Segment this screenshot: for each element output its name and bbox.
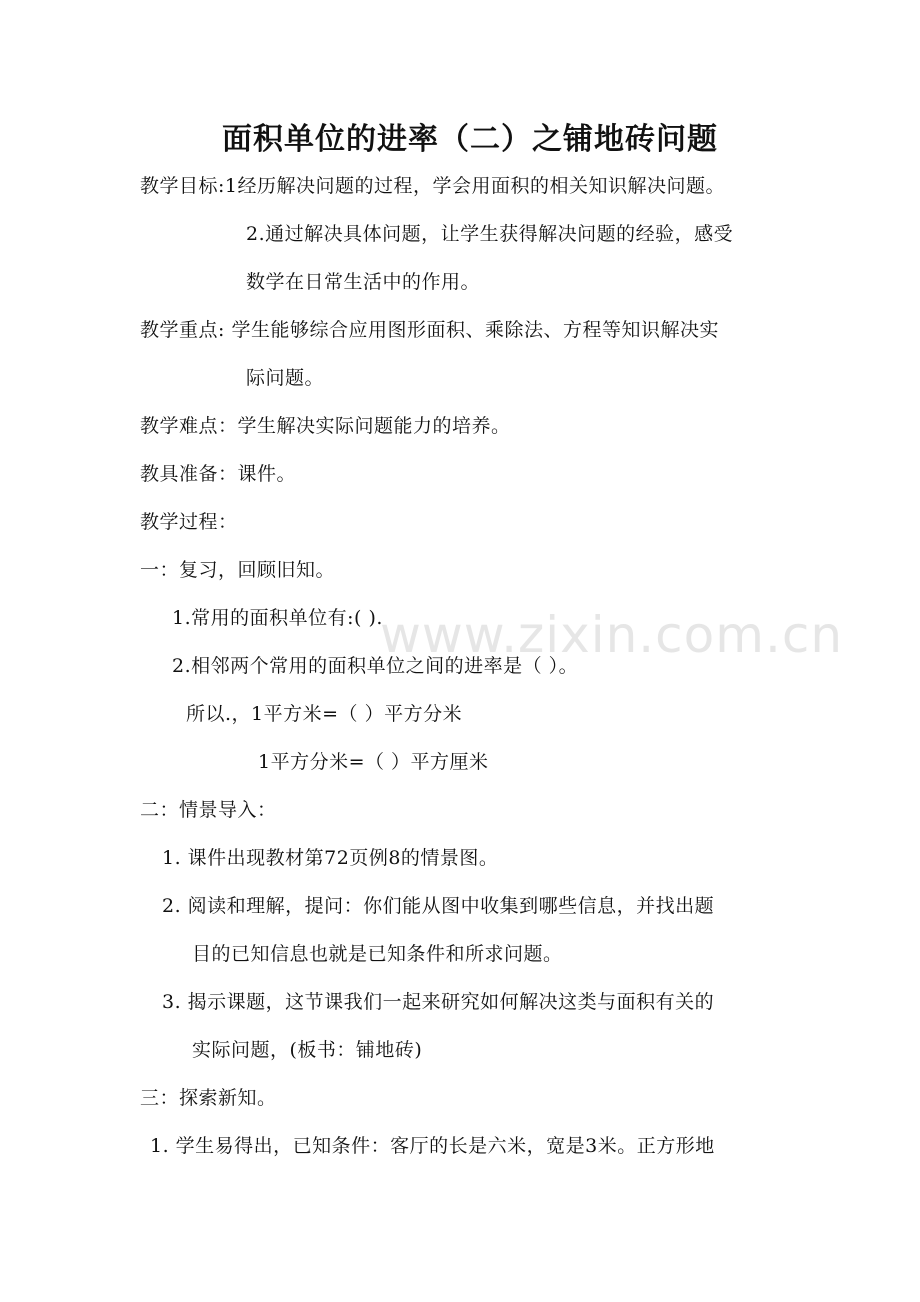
teaching-goal-line-2: 2.通过解决具体问题，让学生获得解决问题的经验，感受 [246,223,734,245]
key-point-line-2: 际问题。 [246,367,325,389]
tools-line: 教具准备：课件。 [140,463,297,485]
process-heading: 教学过程： [140,511,238,533]
section-1-question-3: 所以.，1平方米=（ ）平方分米 [186,703,463,725]
section-3-heading: 三：探索新知。 [140,1087,277,1109]
section-2-item-1: 1. 课件出现教材第72页例8的情景图。 [162,847,499,869]
section-1-question-2: 2.相邻两个常用的面积单位之间的进率是（ ）。 [172,655,579,677]
section-2-item-3-line-2: 实际问题，(板书：铺地砖) [192,1039,423,1061]
section-2-heading: 二：情景导入： [140,799,277,821]
watermark: www.zixin.com.cn [380,606,844,664]
teaching-goal-line-3: 数学在日常生活中的作用。 [246,271,481,293]
section-1-question-1: 1.常用的面积单位有:( ). [172,607,383,629]
section-2-item-2-line-2: 目的已知信息也就是已知条件和所求问题。 [192,943,563,965]
section-3-item-1: 1. 学生易得出，已知条件：客厅的长是六米，宽是3米。正方形地 [150,1135,715,1157]
teaching-goal-line-1: 教学目标:1经历解决问题的过程，学会用面积的相关知识解决问题。 [140,175,725,197]
difficulty-line: 教学难点：学生解决实际问题能力的培养。 [140,415,511,437]
page-title: 面积单位的进率（二）之铺地砖问题 [222,122,718,157]
section-2-item-3-line-1: 3. 揭示课题，这节课我们一起来研究如何解决这类与面积有关的 [162,991,715,1013]
section-2-item-2-line-1: 2. 阅读和理解，提问：你们能从图中收集到哪些信息，并找出题 [162,895,715,917]
section-1-heading: 一：复习，回顾旧知。 [140,559,336,581]
key-point-line-1: 教学重点: 学生能够综合应用图形面积、乘除法、方程等知识解决实 [140,319,719,341]
section-1-question-4: 1平方分米=（ ）平方厘米 [258,751,489,773]
